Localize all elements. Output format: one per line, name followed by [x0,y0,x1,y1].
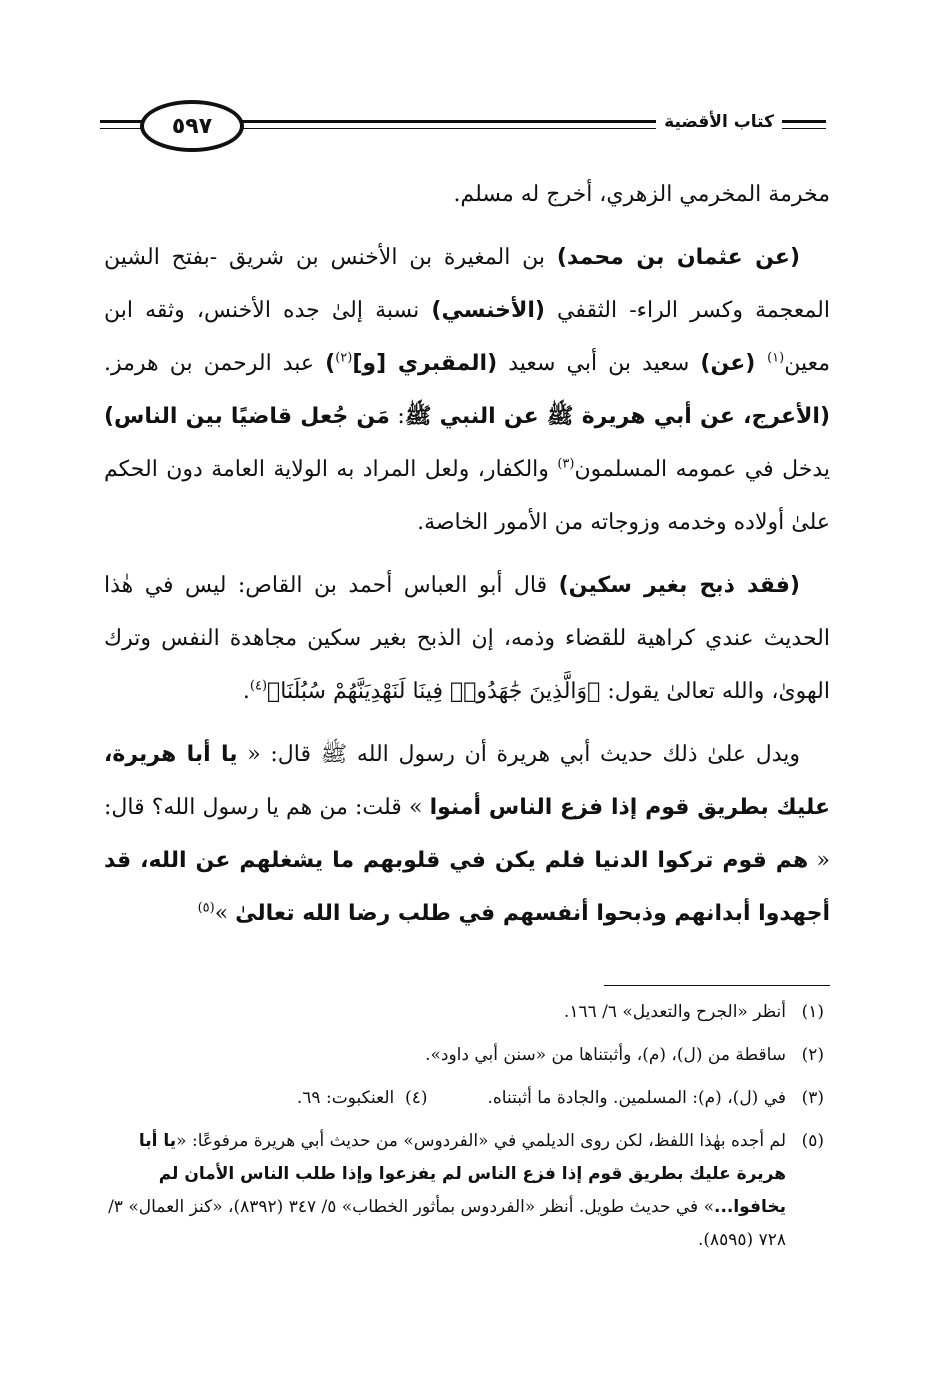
footnote-4-num: (٤) [405,1088,428,1108]
paragraph-0: مخرمة المخرمي الزهري، أخرج له مسلم. [453,182,830,207]
footnote-separator [604,985,830,986]
footnote-2: (٢) ساقطة من (ل)، (م)، وأثبتناها من «سنن أبي داود». [425,1045,824,1065]
page-number: ٥٩٧ [171,113,213,139]
footnote-ref-4[interactable]: (٤) [249,678,268,694]
footnote-ref-2[interactable]: (٢) [335,350,353,366]
page-number-oval [140,100,244,152]
footnote-3-4: (٣) في (ل)، (م): المسلمين. والجادة ما أثبتناه.(٤) العنكبوت: ٦٩. [296,1088,824,1108]
paragraph-2: (فقد ذبح بغير سكين) قال أبو العباس أحمد بن القاص: ليس في هٰذا الحديث عندي كراهية للقضاء وذمه، إن الذبح بغير سكين مجاهدة النفس وترك الهوىٰ، والله تعالىٰ يقول: ﴿وَالَّذِينَ جَٰهَدُوا۟ فِينَا لَنَهْدِيَنَّهُمْ سُبُلَنَا﴾$^{(٤)}$. [104,573,830,704]
footnote-3: في (ل)، (م): المسلمين. والجادة ما أثبتناه. [487,1088,786,1108]
paragraph-3: ويدل علىٰ ذلك حديث أبي هريرة أن رسول الله ﷺ قال: « يا أبا هريرة، عليك بطريق قوم إذا فزع الناس أمنوا » قلت: من هم يا رسول الله؟ قال: « هم قوم تركوا الدنيا فلم يكن في قلوبهم ما يشغلهم عن الله، قد أجهدوا أبدانهم وذبحوا أنفسهم في طلب رضا الله تعالىٰ »$^{(٥)}$ [104,742,831,926]
footnotes [104,996,824,1267]
paragraph-1: (عن عثمان بن محمد) بن المغيرة بن الأخنس بن شريق -بفتح الشين المعجمة وكسر الراء- الثقفي (الأخنسي) نسبة إلىٰ جده الأخنس، وثقه ابن معين$^{(١)}$ (عن) سعيد بن أبي سعيد (المقبري [و]$^{(٢)}$) عبد الرحمن بن هرمز. (الأعرج، عن أبي هريرة ﷺ عن النبي ﷺ: مَن جُعل قاضيًا بين الناس) يدخل في عمومه المسلمون$^{(٣)}$ والكفار، ولعل المراد به الولاية العامة دون الحكم علىٰ أولاده وخدمه وزوجاته من الأمور الخاصة. [104,245,831,535]
footnote-4: العنكبوت: ٦٩. [296,1088,395,1108]
main-text [104,168,830,950]
book-title: كتاب الأقضية [656,112,782,132]
footnote-ref-1[interactable]: (١) [767,350,785,366]
footnote-ref-3[interactable]: (٣) [557,456,575,472]
footnote-5: (٥) لم أجده بهٰذا اللفظ، لكن روى الديلمي في «الفردوس» من حديث أبي هريرة مرفوعًا: «يا أبا هريرة عليك بطريق قوم إذا فزع الناس لم يفزعوا وإذا طلب الناس الأمان لم يخافوا...» في حديث طويل. أنظر «الفردوس بمأثور الخطاب» ٥/ ٣٤٧ (٨٣٩٢)، «كنز العمال» ٣/ ٧٢٨ (٨٥٩٥). [108,1131,824,1250]
footnote-1: (١) أنظر «الجرح والتعديل» ٦/ ١٦٦. [563,1002,824,1022]
page-header [100,92,826,164]
footnote-ref-5[interactable]: (٥) [197,900,215,916]
